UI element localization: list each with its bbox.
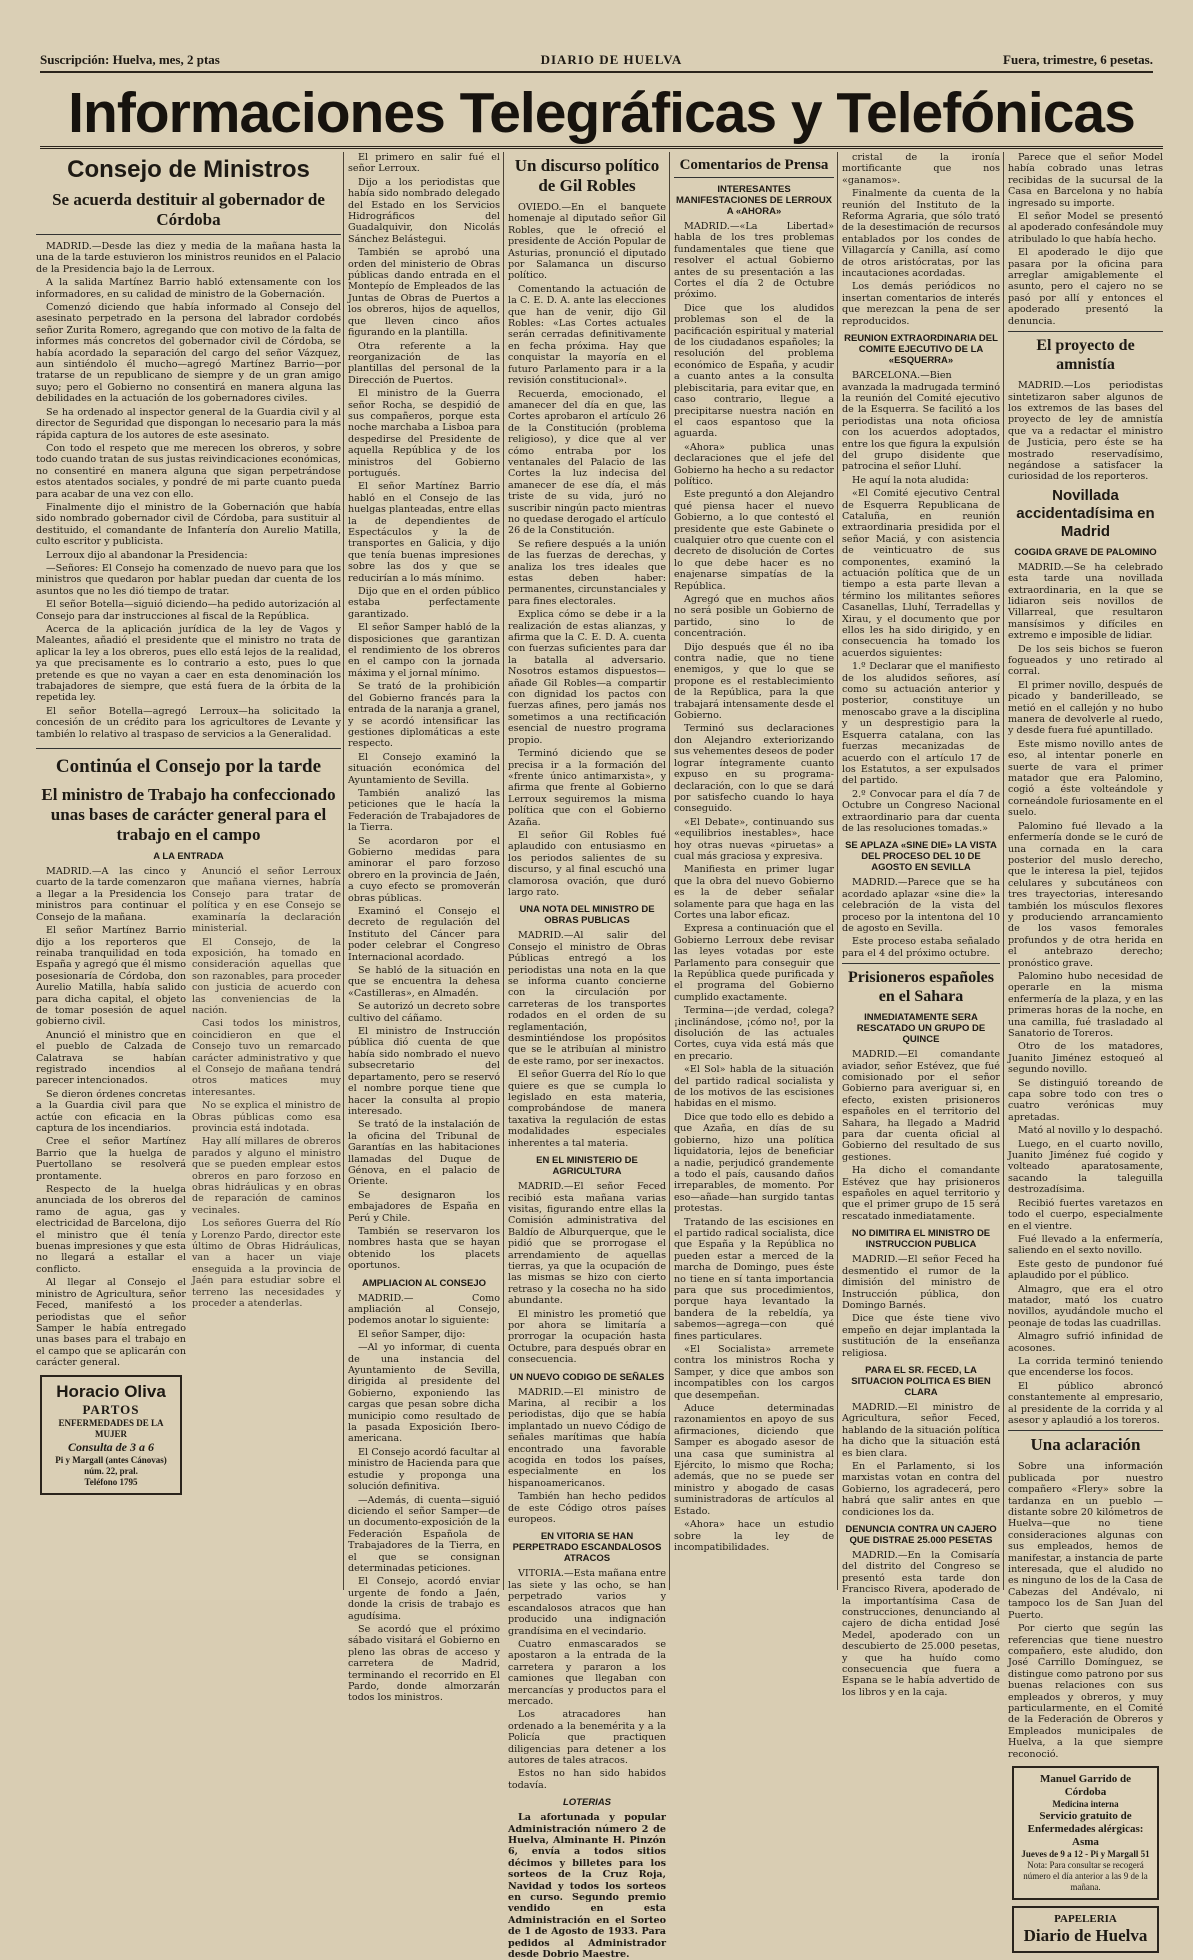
paragraph: El ministro de la Guerra señor Rocha, se despidió de sus compañeros, porque esta noche marchaba a Lisboa para despedirse del Presidente de aquella República y de los ministros del Gobierno portugués. — [348, 388, 500, 479]
ad-specialty: PARTOS — [82, 1401, 140, 1417]
advertisement-papeleria — [1012, 1906, 1159, 1953]
headline-novillada: Novillada accidentadísima en Madrid — [1016, 486, 1155, 540]
section-banner: Informaciones Telegráficas y Telefónicas — [40, 80, 1163, 149]
paragraph: Se acordaron por el Gobierno medidas para aminorar el paro forzoso obrero en la provincia de Jaén, a cuyo efecto se promoverán obras públicas. — [348, 835, 500, 904]
paragraph: Dice que éste tiene vivo empeño en dejar implantada la sustitución de la enseñanza religiosa. — [842, 1313, 1000, 1359]
paragraph: Comenzó diciendo que había informado al Consejo del asesinato perpetrado en la persona del labrador cordobés señor Zurita Romero, agregando que con motivo de la falta de informes más concretos del gobernador civil de Córdoba, se había acordado la separación del cargo del señor Vázquez, aun sintiéndolo él mucho—agregó Martínez Barrio—por tratarse de un republicano de siempre y de un gran amigo suyo; pero el Gobierno no consentirá en manera alguna las debilidades en la actuación de los gobernadores civiles. — [36, 302, 341, 405]
paragraph: MADRID.—Se ha celebrado esta tarde una novillada extraordinaria, en la que se lidiaron seis novillos de Villarreal, que resultaron mansísimos y difíciles en extremo e imposible de lidiar. — [1008, 561, 1163, 642]
ad-phone: Teléfono 1795 — [84, 1476, 138, 1487]
paragraph: Al llegar al Consejo el ministro de Agricultura, señor Feced, manifestó a los periodistas que el señor Samper le había entregado unas bases para el trabajo en el campo que se aplicarán con carácter general. — [36, 1277, 186, 1369]
paragraph: El primero en salir fué el señor Lerroux. — [348, 152, 500, 175]
subscription-local: Suscripción: Huelva, mes, 2 ptas — [40, 52, 220, 67]
headline-consejo: Consejo de Ministros — [67, 156, 310, 183]
paragraph: MADRID.—Parece que se ha acordado aplazar «sine die» la celebración de la vista del proceso por la intentona del 10 de agosto en Sevilla. — [842, 877, 1000, 934]
paragraph: Cree el señor Martínez Barrio que la huelga de Puertollano se resolverá prontamente. — [36, 1136, 186, 1182]
headline-sahara: Prisioneros españoles en el Sahara — [842, 963, 1000, 1006]
section-label: A LA ENTRADA — [153, 851, 224, 863]
paragraph: Anunció el ministro que en el pueblo de Calzada de Calatrava se habían registrado incendios al parecer intencionados. — [36, 1029, 186, 1087]
column-divider — [343, 152, 344, 1590]
newspaper-name: DIARIO DE HUELVA — [540, 52, 683, 67]
section-label: INMEDIATAMENTE SERA RESCATADO UN GRUPO DE QUINCE — [856, 1012, 986, 1046]
subscription-outside: Fuera, trimestre, 6 pesetas. — [1003, 52, 1153, 67]
paragraph: MADRID.— Como ampliación al Consejo, podemos anotar lo siguiente: — [348, 1292, 500, 1327]
paragraph: —Además, di cuenta—siguió diciendo el señor Samper—de un documento-exposición de la Federación Española de Trabajadores de la Tierra, en el que se consignan determinadas peticiones. — [348, 1494, 500, 1574]
column-divider — [669, 152, 670, 1590]
section-label: COGIDA GRAVE DE PALOMINO — [1014, 546, 1157, 558]
paragraph: 1.º Declarar que el manifiesto de los aludidos señores, así como su actuación anterior y posterior, constituye un menoscabo grave a la disciplina y un desprestigio para la Esquerra catalana, con las fuerzas mecanizadas de acuerdo con el artículo 17 de los Estatutos, a ser expulsados del partido. — [842, 661, 1000, 787]
paragraph: Este gesto de pundonor fué aplaudido por el público. — [1008, 1258, 1163, 1282]
paragraph: Palomino hubo necesidad de operarle en la misma enfermería de la plaza, y en las primeras horas de la noche, en una camilla, fué trasladado al Sanatorio de Toreros. — [1008, 970, 1163, 1039]
paragraph: —Al yo informar, di cuenta de una instancia del Ayuntamiento de Sevilla, dirigida al presidente del Gobierno, exponiendo las cargas que pesan sobre dicha municipio como resultado de la pasada Exposición Ibero-americana. — [348, 1342, 500, 1445]
paragraph: MADRID.—Al salir del Consejo el ministro de Obras Públicas entregó a los periodistas una nota en la que se informa cuanto concierne con la circulación por carreteras de los transportes rodados en el orden de su reglamentación, desmintiéndose los propósitos que se le atribuían al ministro de este ramo, por ser inexactos. — [508, 930, 666, 1067]
paragraph: El ministro de Instrucción pública dió cuenta de que había sido nombrado el nuevo subsecretario del departamento, pero se reservó el nombre porque tiene que hacer la consulta al propio interesado. — [348, 1026, 500, 1117]
ad-doctor-name: Horacio Oliva — [56, 1381, 166, 1401]
paragraph: También han hecho pedidos de este Código otros países europeos. — [508, 1491, 666, 1526]
paragraph: Se habló de la situación en que se encuentra la dehesa «Castilleras», en Almadén. — [348, 965, 500, 999]
paragraph: OVIEDO.—En el banquete homenaje al diputado señor Gil Robles, que le ofreció el presidente de Acción Popular de Asturias, pronunció el diputado por Salamanca un discurso político. — [508, 202, 666, 282]
paragraph: Terminó diciendo que se precisa ir a la formación del «frente único antimarxista», y afirma que frente al Gobierno Lerroux seguiremos la misma política que con el Gobierno Azaña. — [508, 748, 666, 828]
paragraph: Terminó sus declaraciones don Alejandro exteriorizando sus vehementes deseos de poder lograr íntegramente cuanto expuso en su programa-declaración, con lo que se dará por satisfecho cuando lo haya conseguido. — [674, 723, 834, 815]
article-body-consejo — [36, 241, 341, 740]
paragraph: Se ha ordenado al inspector general de la Guardia civil y al director de Seguridad que dispongan lo necesario para la más rápida captura de los autores de este asesinato. — [36, 406, 341, 441]
section-label: EN EL MINISTERIO DE AGRICULTURA — [536, 1155, 638, 1178]
section-label: INTERESANTES MANIFESTACIONES DE LERROUX A «AHORA» — [675, 184, 833, 217]
paragraph: Fué llevado a la enfermería, saliendo en el sexto novillo. — [1008, 1233, 1163, 1257]
column-6 — [1008, 152, 1163, 1945]
paragraph: Dijo después que él no iba contra nadie, que no tiene enemigos, y que lo que se propone es el restablecimiento de la República, para la que trabajará intensamente desde el Gobierno. — [674, 641, 834, 722]
ad-hours: Jueves de 9 a 12 - Pi y Margall 51 — [1021, 1848, 1150, 1859]
paragraph: Respecto de la huelga anunciada de los obreros del ramo de agua, gas y electricidad de Barcelona, dijo el ministro que él tenía buenas impresiones y que esta no llegará a estallar el conflicto. — [36, 1184, 186, 1275]
section-label: UNA NOTA DEL MINISTRO DE OBRAS PUBLICAS — [519, 904, 655, 927]
paragraph: Almagro sufrió infinidad de acosones. — [1008, 1331, 1163, 1354]
paragraph: El Consejo, de la exposición, ha tomado en consideración aquellas que son razonables, para proceder con justicia de acuerdo con las conveniencias de la nación. — [192, 936, 341, 1016]
paragraph: MADRID.—Desde las diez y media de la mañana hasta la una de la tarde estuvieron los ministros reunidos en el Palacio de la Presidencia bajo la de Lerroux. — [36, 241, 341, 275]
sub-column-right — [192, 866, 341, 1500]
paragraph: Otra referente a la reorganización de las plantillas del personal de la Dirección de Puertos. — [348, 340, 500, 386]
paragraph: El público abroncó constantemente al empresario, al presidente de la corrida y al asesor y aplaudió a los toreros. — [1008, 1380, 1163, 1426]
column-divider — [837, 152, 838, 1590]
paragraph: «El Sol» habla de la situación del partido radical socialista y de los motivos de las escisiones habidas en el mismo. — [674, 1064, 834, 1110]
headline-tarde: Continúa el Consejo por la tarde — [36, 748, 341, 779]
paragraph: El señor Samper habló de la disposiciones que garantizan el rendimiento de los obreros en el campo con la jornada máxima y el jornal mínimo. — [348, 622, 500, 679]
advertisement-garrido — [1012, 1766, 1159, 1900]
headline-gil-robles: Un discurso político de Gil Robles — [514, 156, 660, 195]
section-label: PARA EL SR. FECED, LA SITUACION POLITICA ES BIEN CLARA — [851, 1364, 991, 1398]
paragraph: El señor Gil Robles fué aplaudido con entusiasmo en los periodos salientes de su discurso, y al final escuchó una clamorosa ovación, que duró largo rato. — [508, 829, 666, 898]
section-label: REUNION EXTRAORDINARIA DEL COMITE EJECUTIVO DE LA «ESQUERRA» — [844, 333, 998, 367]
paragraph: No se explica el ministro de Obras públicas como esa provincia está indotada. — [192, 1100, 341, 1134]
paragraph: Comentando la actuación de la C. E. D. A. ante las elecciones que han de venir, dijo Gil Robles: «Las Cortes actuales serán cerradas definitivamente en fecha próxima. Hay que conquistar la mayoría en el futuro Parlamento para ir a la revisión constitucional». — [508, 283, 666, 387]
paragraph: Mató al novillo y lo despachó. — [1018, 1125, 1163, 1137]
headline-amnistia: El proyecto de amnistía — [1008, 331, 1163, 374]
paragraph: También se aprobó una orden del ministerio de Obras públicas dando entrada en el Montepío de Empleados de las Juntas de Obras de Puertos a los obreros, hijos de aquellos, que lleven cinco años figurando en la plantilla. — [348, 247, 500, 339]
paragraph: Casi todos los ministros, coincidieron en que el Consejo tuvo un remarcado carácter administrativo y que el Consejo de mañana tendrá otros matices muy interesantes. — [192, 1018, 341, 1098]
paragraph: Sobre una información publicada por nuestro compañero «Flery» sobre la tardanza en un pueblo —distante sobre 20 kilómetros de Huelva—que no tiene consideraciones algunas con sus empleados, hemos de manifestar, a instancia de parte interesada, que el aludido no es ninguno de los de la Casa de Cabezas del Andévalo, ni tampoco los de San Juan del Puerto. — [1008, 1461, 1163, 1621]
paragraph: El Consejo examinó la situación económica del Ayuntamiento de Sevilla. — [348, 751, 500, 786]
ad-specialty-2: ENFERMEDADES DE LA MUJER — [58, 1417, 164, 1439]
paragraph: Finalmente dijo el ministro de la Gobernación que había sido nombrado gobernador civil de Córdoba, para sustituir al destituido, el comandante de Infantería don Aurelio Matilla, culto escritor y publicista. — [36, 501, 341, 548]
paragraph: Dijo que en el orden público estaba perfectamente garantizado. — [348, 586, 500, 620]
paragraph: Ha dicho el comandante Estévez que hay prisioneros españoles en aquel territorio y que el primer grupo de 15 será rescatado inmediatamente. — [842, 1165, 1000, 1222]
ad-address: Pi y Margall (antes Cánovas) núm. 22, pral. — [55, 1454, 167, 1476]
subheadline-trabajo: El ministro de Trabajo ha confeccionado unas bases de carácter general para el trabajo en el campo — [41, 785, 336, 845]
paragraph: VITORIA.—Esta mañana entre las siete y las ocho, se han perpetrado varios y escandalosos atracos que han producido una indignación grandísima en el vecindario. — [508, 1568, 666, 1637]
paragraph: Examinó el Consejo el decreto de regulación del Instituto del Cáncer para poder celebrar el Congreso Internacional acordado. — [348, 906, 500, 963]
column-divider — [503, 152, 504, 1590]
paragraph: Palomino fué llevado a la enfermería donde se le curó de una cornada en la cara posterior del muslo derecho, que le interesa la piel, tejidos celulares y subcutáneos con tres trayectorias, interesando también los músculos flexores y produciendo arrancamiento de los vasos femorales profundos y de otra herida en el antebrazo derecho; pronóstico grave. — [1008, 820, 1163, 969]
paragraph: Este mismo novillo antes de eso, al intentar ponerle en suerte de vara el primer matador que era Palomino, cogió a éste volteándole y corneándole furiosamente en el suelo. — [1008, 738, 1163, 819]
paragraph: Se distinguió toreando de capa sobre todo con tres o cuatro verónicas muy apretadas. — [1008, 1077, 1163, 1123]
paragraph: He aquí la nota aludida: — [852, 474, 969, 486]
sub-column-left — [36, 866, 186, 1500]
headline-aclaracion: Una aclaración — [1008, 1430, 1163, 1455]
paragraph: Acerca de la aplicación jurídica de la ley de Vagos y Maleantes, añadió el presidente que el ministro no trata de aplicar la ley a los obreros, pues ello está lejos de la realidad, ya que precisamente es lo contrario a esto, pues lo que pretende es que no vayan a caer en esta denominación los trabajadores de siempre, que está fuera de la órbita de la repetida ley. — [36, 624, 341, 704]
subheadline-cordoba: Se acuerda destituir al gobernador de Córdoba — [36, 190, 341, 235]
article-body-tarde — [36, 866, 341, 1500]
column-3 — [508, 152, 666, 1960]
paragraph: —Señores: El Consejo ha comenzado de nuevo para que los ministros que quedaron por hablar puedan dar cuenta de los asuntos que no les dió tiempo de tratar. — [36, 562, 341, 597]
paragraph: BARCELONA.—Bien avanzada la madrugada terminó la reunión del Comité ejecutivo de la Esquerra. Se facilitó a los periodistas una nota oficiosa con los acuerdos adoptados, entre los que figura la expulsión del grupo disidente que patrocina el señor Lluhí. — [842, 370, 1000, 473]
ad-papeleria-name: Diario de Huelva — [1023, 1925, 1148, 1945]
paragraph: Se autorizó un decreto sobre cultivo del cáñamo. — [348, 1001, 500, 1024]
paragraph: Recibió fuertes varetazos en todo el cuerpo, especialmente en el vientre. — [1008, 1197, 1163, 1232]
paragraph: Dice que los aludidos problemas son el de la pacificación espiritual y material de los ciudadanos españoles; la resolución del problema económico de España, y acudir a cuanto antes a la consulta plebiscitaria, para evitar que, en caso contrario, llegue a precipitarse nuestra nación en el caos espantoso que la aguarda. — [674, 302, 834, 440]
paragraph: Aduce determinadas razonamientos en apoyo de sus afirmaciones, diciendo que Samper es abogado asesor de una casa que suministra al Ejército, lo mismo que Rocha; además, que no se puede ser ministro y abogado de casas suministradoras de artículos al Estado. — [674, 1403, 834, 1517]
paragraph: De los seis bichos se fueron fogueados y uno retirado al corral. — [1008, 643, 1163, 678]
ad-doctor-name: Manuel Garrido de Córdoba — [1039, 1772, 1132, 1798]
paragraph: Lerroux dijo al abandonar la Presidencia: — [46, 549, 248, 561]
paragraph: Este preguntó a don Alejandro qué piensa hacer el nuevo Gobierno, a lo que contestó el presidente que este Gabinete o cualquier otro que cuente con el decreto de disolución de Cortes lo que debe hacer es no enajenarse simpatías de la República. — [674, 489, 834, 592]
paragraph: Estos no han sido habidos todavía. — [508, 1768, 666, 1791]
lottery-notice: La afortunada y popular Administración número 2 de Huelva, Alminante H. Pinzón 6, envía a todos sitios décimos y billetes para los sorteos de la Cruz Roja, Navidad y todos los sorteos en curso. Segundo premio vendido en esta Administración en el Sorteo de 1 de Agosto de 1933. Para pedidos al Administrador desde Dobrio Maestre. — [508, 1812, 666, 1960]
paragraph: Dice que todo ello es debido a que Azaña, en días de su gobierno, hizo una política liquidatoria, lejos de beneficiar a nadie, perjudicó grandemente a todo el país, causando daños irreparables, de momento. Por eso—añade—han surgido tantas protestas. — [674, 1111, 834, 1215]
paragraph: Luego, en el cuarto novillo, Juanito Jiménez fué cogido y volteado aparatosamente, sacando la taleguilla destrozadísima. — [1008, 1138, 1163, 1196]
paragraph: cristal de la ironía mortificante que nos «ganamos». — [842, 152, 1000, 186]
paragraph: Por cierto que según las referencias que tiene nuestro compañero, este aludido, don José Carrillo Domínguez, se distingue como patrono por sus buenas relaciones con sus empleados y obreros, y muy particularmente, en el Comité de la Federación de Obreros y Empleados municipales de Huelva, a la que siempre reconoció. — [1008, 1623, 1163, 1760]
paragraph: Se dieron órdenes concretas a la Guardia civil para que actúe con eficacia en la captura de los incendiarios. — [36, 1088, 186, 1134]
column-2 — [348, 152, 500, 1704]
paragraph: Termina—¡de verdad, colega? ¡inclinándose, ¡cómo no!, por la disolución de las actuales Cortes, cuya vida está más que en precario. — [674, 1005, 834, 1062]
paragraph: El apoderado le dijo que pasara por la oficina para arreglar amigablemente el asunto, pero el cajero no se pasó por allí y entonces el apoderado presentó la denuncia. — [1008, 247, 1163, 327]
ad-service: Servicio gratuito de — [1039, 1809, 1132, 1822]
paragraph: Manifiesta en primer lugar que la obra del nuevo Gobierno es la de deber señalar solamente para que haga en las Cortes una labor eficaz. — [674, 864, 834, 921]
ad-hours: Consulta de 3 a 6 — [67, 1439, 154, 1454]
paragraph: El señor Guerra del Río lo que quiere es que se cumpla lo legislado en esta materia, comprobándose de manera taxativa la regulación de estas modalidades especiales inherentes a tal materia. — [508, 1069, 666, 1149]
paragraph: Agregó que en muchos años no será posible un Gobierno de partido, sino lo de concentración. — [674, 594, 834, 640]
paragraph: «El Socialista» arremete contra los ministros Rocha y Samper, y dice que ambos son incompatibles con los cargos que desempeñan. — [674, 1344, 834, 1401]
section-label: NO DIMITIRA EL MINISTRO DE INSTRUCCION PUBLICA — [851, 1228, 991, 1251]
paragraph: Con todo el respeto que me merecen los obreros, y sobre todo cuando tratan de sus justas reivindicaciones económicas, no consentiré en manera alguna que sigan perpetrándose estos atentados sociales, y pondré de mi parte cuanto pueda para acabar de una vez con ello. — [36, 442, 341, 500]
paragraph: También analizó las peticiones que le hacía la Federación de Trabajadores de la Tierra. — [348, 787, 500, 834]
column-divider — [1003, 152, 1004, 1590]
column-1 — [36, 152, 341, 1590]
ad-service: Enfermedades alérgicas: — [1027, 1822, 1144, 1835]
paragraph: Expresa a continuación que el Gobierno Lerroux debe revisar las leyes votadas por este Parlamento para conseguir que la República quede purificada y el programa del Gobierno cumplido exactamente. — [674, 923, 834, 1003]
column-5 — [842, 152, 1000, 1698]
section-label: DENUNCIA CONTRA UN CAJERO QUE DISTRAE 25.000 PESETAS — [845, 1524, 997, 1546]
paragraph: El Consejo, acordó enviar urgente de fondo a Jaén, donde la crisis de trabajo es agudísima. — [348, 1576, 500, 1622]
paragraph: El primer novillo, después de picado y banderilleado, se metió en el callejón y no hubo manera de devolverle al ruedo, y desde fuera fué apuntillado. — [1008, 679, 1163, 737]
column-4 — [674, 152, 834, 1590]
paragraph: «Ahora» publica unas declaraciones que el jefe del Gobierno ha hecho a su redactor político. — [674, 441, 834, 487]
advertisement-horacio-oliva — [40, 1375, 182, 1495]
paragraph: Cuatro enmascarados se apostaron a la entrada de la carretera y pararon a los camiones que llegaban con mercancías y productos para el mercado. — [508, 1638, 666, 1707]
paragraph: «El Comité ejecutivo Central de Esquerra Republicana de Cataluña, en reunión extraordinaria presidida por el señor Maciá, y con asistencia de veinticuatro de sus componentes, examinó la actuación política que de un tiempo a esta parte llevan a término los militantes señores Casanellas, Lluhí, Terradellas y Xirau, y el documento que por ellos les ha sido dirigido, y en consecuencia ha tomado los acuerdos siguientes: — [842, 488, 1000, 659]
paragraph: Anunció el señor Lerroux que mañana viernes, habría Consejo para tratar de política y en ese Consejo se examinaría la declaración ministerial. — [192, 866, 341, 935]
paragraph: Se trató de la prohibición del Gobierno francés para la entrada de la naranja a granel, y se acordó intensificar las gestiones diplomáticas a este respecto. — [348, 681, 500, 750]
section-label: EN VITORIA SE HAN PERPETRADO ESCANDALOSOS ATRACOS — [512, 1531, 662, 1565]
paragraph: Los demás periódicos no insertan comentarios de interés que merezcan la pena de ser reproducidos. — [842, 281, 1000, 327]
paragraph: Finalmente da cuenta de la reunión del Instituto de la Reforma Agraria, que sólo trató de la desestimación de recursos entablados por los condes de Villagarcía y Canilla, así como de otros aristócratas, por las incautaciones acordadas. — [842, 188, 1000, 280]
ad-papeleria-label: PAPELERIA — [1054, 1912, 1117, 1925]
paragraph: Se trató de la instalación de la oficina del Tribunal de Garantías en las habitaciones llamadas del Duque de Génova, en el palacio de Oriente. — [348, 1119, 500, 1188]
paragraph: Los señores Guerra del Río y Lorenzo Pardo, director este último de Obras Hidráulicas, van a hacer un viaje enseguida a la provincia de Jaén para estudiar sobre el terreno las necesidades y proceder a atenderlas. — [192, 1218, 341, 1310]
paragraph: Almagro, que era el otro matador, mató los cuatro novillos, ayudándole mucho el peonaje de todas las cuadrillas. — [1008, 1283, 1163, 1329]
paragraph: Este proceso estaba señalado para el 4 del próximo octubre. — [842, 936, 1000, 959]
paragraph: A la salida Martínez Barrio habló extensamente con los informadores, en su calidad de ministro de la Gobernación. — [36, 277, 341, 300]
paragraph: «El Debate», continuando sus «equilibrios inestables», hace hoy otras nuevas «piruetas» a cual más graciosa y expresiva. — [674, 816, 834, 862]
headline-prensa: Comentarios de Prensa — [674, 156, 834, 178]
paragraph: MADRID.—El señor Feced recibió esta mañana varias visitas, figurando entre ellas la Comisión administrativa del Baldío de Alburquerque, que le pidió que se prorrogase el arrendamiento de aquellas tierras, ya que la ocupación de las mismas se hizo con cierto retraso y la cosecha no ha sido abundante. — [508, 1181, 666, 1307]
paragraph: Dijo a los periodistas que había sido nombrado delegado del Estado en los Servicios Hidrográficos del Guadalquivir, don Nicolás Sánchez Belástegui. — [348, 176, 500, 245]
paragraph: En el Parlamento, si los marxistas votan en contra del Gobierno, los agradecerá, pero habrá que salir antes en que condiciones los da. — [842, 1460, 1000, 1518]
paragraph: Hay allí millares de obreros parados y alguno el ministro que se pueden emplear estos obreros en paro forzoso en obras hidráulicas y en obras de reparación de caminos vecinales. — [192, 1136, 341, 1216]
paragraph: El ministro les prometió que por ahora se limitaría a prorrogar la ocupación hasta Octubre, para después obrar en consecuencia. — [508, 1308, 666, 1366]
paragraph: MADRID.—En la Comisaría del distrito del Congreso se presentó esta tarde don Francisco Rivera, apoderado de la importantísima Casa de construcciones, denunciando al cajero de dicha entidad José Medel, apoderado con un descubierto de 25.000 pesetas, y que ha huído como consecuencia que fuera a Espana se le había advertido de los libros y en la caja. — [842, 1550, 1000, 1698]
paragraph: Los atracadores han ordenado a la benemérita y a la Policía que practiquen diligencias para detener a los autores de tales atracos. — [508, 1709, 666, 1766]
paragraph: «Ahora» hace un estudio sobre la ley de incompatibilidades. — [674, 1519, 834, 1553]
section-label: AMPLIACION AL CONSEJO — [361, 1277, 487, 1289]
masthead — [40, 44, 1153, 73]
paragraph: Explica cómo se debe ir a la realización de estas alianzas, y afirma que la C. E. D. A. cuenta con fuerzas suficientes para dar la batalla al adversario. Nosotros estamos dispuestos—añade Gil Robles—a compartir con dignidad los pactos con fuerzas afines, pero jamás nos sometimos a una rectificación esencial de nuestro programa propio. — [508, 609, 666, 746]
paragraph: MADRID.—«La Libertad» habla de los tres problemas fundamentales que tiene que resolver el actual Gobierno antes de su presentación a las Cortes el día 2 de Octubre próximo. — [674, 221, 834, 301]
paragraph: 2.º Convocar para el día 7 de Octubre un Congreso Nacional extraordinario para dar cuenta de las resoluciones tomadas.» — [842, 788, 1000, 834]
section-label: SE APLAZA «SINE DIE» LA VISTA DEL PROCESO DEL 10 DE AGOSTO EN SEVILLA — [845, 840, 997, 874]
paragraph: El señor Botella—agregó Lerroux—ha solicitado la concesión de un crédito para los agricultores de Levante y también lo relativo al traspaso de servicios a la Generalidad. — [36, 705, 341, 740]
ad-service: Asma — [1072, 1835, 1099, 1848]
paragraph: MADRID.—El comandante aviador, señor Estévez, que fué comisionado por el señor Gobierno para averiguar si, en efecto, existen prisioneros españoles en el territorio del Sahara, ha llegado a Madrid para dar cuenta oficial al Gobierno del resultado de sus gestiones. — [842, 1049, 1000, 1163]
paragraph: MADRID.—Los periodistas sintetizaron saber algunos de los extremos de las bases del proyecto de ley de amnistía que va a redactar el ministro de Justicia, pero éste se ha mostrado reservadísimo, negándose a satisfacer la curiosidad de los reporteros. — [1008, 380, 1163, 483]
paragraph: Parece que el señor Model había cobrado unas letras recibidas de la sucursal de la Casa en Barcelona y no había ingresado su importe. — [1008, 152, 1163, 209]
paragraph: Se refiere después a la unión de las fuerzas de derechas, y analiza los tres ideales que estas deben haber: permanentes, circunstanciales y para fines electorales. — [508, 538, 666, 607]
paragraph: El Consejo acordó facultar al ministro de Hacienda para que estudie y proponga una solución definitiva. — [348, 1446, 500, 1493]
ad-specialty: Medicina interna — [1052, 1798, 1119, 1809]
paragraph: Recuerda, emocionado, el amanecer del día en que, las Cortes aprobaron el artículo 26 de la Constitución (problema religioso), y dice que al ver cómo entraba por los ventanales del Palacio de las Cortes la luz indecisa del amanecer de ese día, el más triste de su vida, juró no suscribir ningún pacto mientras no quedase derogado el artículo 26 de la Constitución. — [508, 388, 666, 537]
paragraph: El señor Martínez Barrio dijo a los reporteros que reinaba tranquilidad en toda España y agregó que él mismo posesionaría de Córdoba, don Aurelio Matilla, había salido para dicha capital, el objeto de tomar posesión de aquel gobierno civil. — [36, 925, 186, 1028]
paragraph: Se acordó que el próximo sábado visitará el Gobierno en pleno las obras de acceso y carretera de Madrid, terminando el recorrido en El Pardo, donde almorzarán todos los ministros. — [348, 1623, 500, 1704]
paragraph: También se reservaron los nombres hasta que se hayan obtenido los placets oportunos. — [348, 1225, 500, 1272]
paragraph: La corrida terminó teniendo que encenderse los focos. — [1008, 1355, 1163, 1379]
ad-note: Nota: Para consultar se recogerá número el día anterior a las 9 de la mañana. — [1023, 1859, 1148, 1892]
paragraph: El señor Model se presentó al apoderado confesándole muy atribulado lo que había hecho. — [1008, 211, 1163, 245]
paragraph: MADRID.—El ministro de Agricultura, señor Feced, hablando de la situación política ha dicho que la situación está es bien clara. — [842, 1401, 1000, 1459]
paragraph: MADRID.—A las cinco y cuarto de la tarde comenzaron a llegar a la Presidencia los ministros para continuar el Consejo de la mañana. — [36, 866, 186, 923]
section-label: LOTERIAS — [562, 1797, 612, 1809]
paragraph: Tratando de las escisiones en el partido radical socialista, dice que España y la República no pueden estar a merced de la marcha de Domingo, pues éste no tiene en sí tanta importancia para que sus procedimientos, porque haya levantado la bandera de la rebeldía, ya sabemos—agrega—con qué fines particulares. — [674, 1216, 834, 1342]
paragraph: MADRID.—El señor Feced ha desmentido el rumor de la dimisión del ministro de Instrucción pública, don Domingo Barnés. — [842, 1254, 1000, 1311]
paragraph: MADRID.—El ministro de Marina, al recibir a los periodistas, dijo que se había implantado un nuevo Código de señales marítimas que había encontrado una favorable acogida en todos los países, especialmente en los hispanoamericanos. — [508, 1386, 666, 1489]
paragraph: El señor Botella—siguió diciendo—ha pedido autorización al Consejo para dar instrucciones al fiscal de la República. — [36, 599, 341, 622]
paragraph: El señor Samper, dijo: — [358, 1328, 466, 1340]
paragraph: Otro de los matadores, Juanito Jiménez estoqueó al segundo novillo. — [1008, 1041, 1163, 1076]
section-label: UN NUEVO CODIGO DE SEÑALES — [509, 1371, 665, 1383]
paragraph: El señor Martínez Barrio habló en el Consejo de las huelgas planteadas, entre ellas la de dependientes de Espectáculos y la de transportes en Galicia, y dijo que tenía buenas impresiones sobre las dos y que se reducirían a lo más mínimo. — [348, 481, 500, 584]
paragraph: Se designaron los embajadores de España en Perú y Chile. — [348, 1189, 500, 1224]
